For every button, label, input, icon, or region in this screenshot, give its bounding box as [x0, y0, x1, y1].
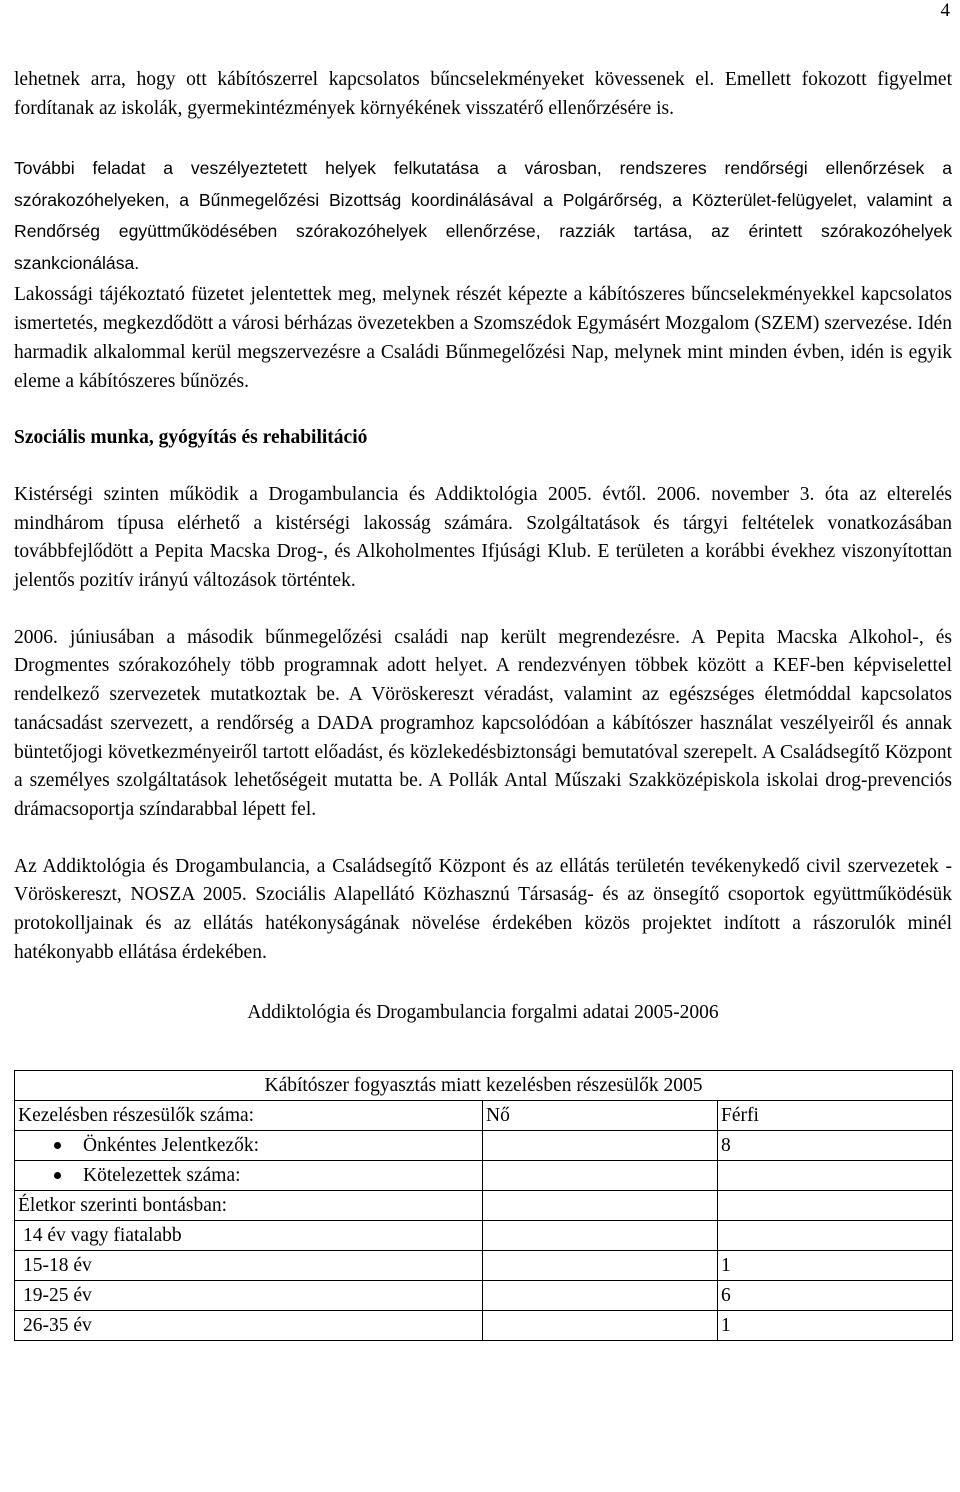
paragraph-1: lehetnek arra, hogy ott kábítószerrel kapcsolatos bűncselekményeket kövessenek el. Emellett fokozott figyelmet fordítanak az iskolák, gyermekintézmények környékének visszatérő ellenőrzésére is.: [14, 69, 952, 119]
treatment-table: [14, 1070, 953, 1341]
header-male: Férfi: [718, 1101, 953, 1131]
page-number: 4: [940, 0, 950, 21]
row-male: [718, 1221, 953, 1251]
row-label: Kötelezettek száma:: [83, 1165, 241, 1187]
row-male: [718, 1161, 953, 1191]
table-row: [15, 1281, 953, 1311]
row-female: [483, 1161, 718, 1191]
table-title-row: [15, 1071, 953, 1101]
table-row: [15, 1311, 953, 1341]
row-male: 8: [718, 1131, 953, 1161]
table-caption: Addiktológia és Drogambulancia forgalmi adatai 2005-2006: [247, 1002, 719, 1024]
row-label: 14 év vagy fiatalabb: [15, 1221, 483, 1251]
row-label: Életkor szerinti bontásban:: [15, 1191, 483, 1221]
header-label: Kezelésben részesülők száma:: [15, 1101, 483, 1131]
document-body: [14, 66, 952, 1341]
table-row: [15, 1191, 953, 1221]
row-male: 6: [718, 1281, 953, 1311]
row-label: 15-18 év: [15, 1251, 483, 1281]
row-label-cell: [15, 1161, 483, 1191]
section-heading: Szociális munka, gyógyítás és rehabilitáció: [14, 427, 368, 449]
row-label: 19-25 év: [15, 1281, 483, 1311]
table-row: [15, 1161, 953, 1191]
paragraph-3: Lakossági tájékoztató füzetet jelentettek meg, melynek részét képezte a kábítószeres bűncselekményekkel kapcsolatos ismertetés, megkezdődött a városi bérházas övezetekben a Szomszédok Egymásért Mozgalom (SZEM) szervezése. Idén harmadik alkalommal kerül megszervezésre a Családi Bűnmegelőzési Nap, melynek mint minden évben, idén is egyik eleme a kábítószeres bűnözés.: [14, 284, 952, 392]
row-female: [483, 1281, 718, 1311]
row-label: 26-35 év: [15, 1311, 483, 1341]
table-row: [15, 1221, 953, 1251]
row-male: 1: [718, 1251, 953, 1281]
table-title: Kábítószer fogyasztás miatt kezelésben részesülők 2005: [15, 1071, 953, 1101]
row-label: Önkéntes Jelentkezők:: [83, 1135, 259, 1157]
row-male: [718, 1191, 953, 1221]
paragraph-4: Kistérségi szinten működik a Drogambulancia és Addiktológia 2005. évtől. 2006. november 3. óta az elterelés mindhárom típusa elérhető a kistérségi lakosság számára. Szolgáltatások és tárgyi feltételek vonatkozásában továbbfejlődött a Pepita Macska Drog-, és Alkoholmentes Ifjúsági Klub. E területen a korábbi évekhez viszonyítottan jelentős pozitív irányú változások történtek.: [14, 483, 952, 592]
bullet-icon: [54, 1142, 61, 1149]
row-female: [483, 1131, 718, 1161]
paragraph-5: 2006. júniusában a második bűnmegelőzési családi nap került megrendezésre. A Pepita Macska Alkohol-, és Drogmentes szórakozóhely több programnak adott helyet. A rendezvényen többek között a KEF-ben képviselettel rendelkező szervezetek mutatkoztak be. A Vöröskereszt véradást, valamint az egészséges életmóddal kapcsolatos tanácsadást szervezett, a rendőrség a DADA programhoz kapcsolódóan a kábítószer használat veszélyeiről és annak büntetőjogi következményeiről tartott előadást, és közlekedésbiztonsági bemutatóval szerepelt. A Családsegítő Központ a személyes szolgáltatások lehetőségeit mutatta be. A Pollák Antal Műszaki Szakközépiskola iskolai drog-prevenciós drámacsoportja színdarabbal lépett fel.: [14, 626, 952, 820]
bullet-icon: [54, 1172, 61, 1179]
row-female: [483, 1221, 718, 1251]
row-label-cell: [15, 1131, 483, 1161]
paragraph-2: További feladat a veszélyeztetett helyek felkutatása a városban, rendszeres rendőrségi ellenőrzések a szórakozóhelyeken, a Bűnmegelőzési Bizottság koordinálásával a Polgárőrség, a Közterület-felügyelet, valamint a Rendőrség együttműködésében szórakozóhelyek ellenőrzése, razziák tartása, az érintett szórakozóhelyek szankcionálása.: [14, 158, 952, 273]
table-row: [15, 1251, 953, 1281]
row-female: [483, 1251, 718, 1281]
paragraph-6: Az Addiktológia és Drogambulancia, a Családsegítő Központ és az ellátás területén tevékenykedő civil szervezetek - Vöröskereszt, NOSZA 2005. Szociális Alapellátó Közhasznú Társaság- és az önsegítő csoportok együttműködésük protokolljainak és az ellátás hatékonyságának növelése érdekében közös projektet indított a rászorulók minél hatékonyabb ellátása érdekében.: [14, 855, 952, 963]
table-header-row: [15, 1101, 953, 1131]
row-female: [483, 1311, 718, 1341]
row-male: 1: [718, 1311, 953, 1341]
row-female: [483, 1191, 718, 1221]
header-female: Nő: [483, 1101, 718, 1131]
table-row: [15, 1131, 953, 1161]
